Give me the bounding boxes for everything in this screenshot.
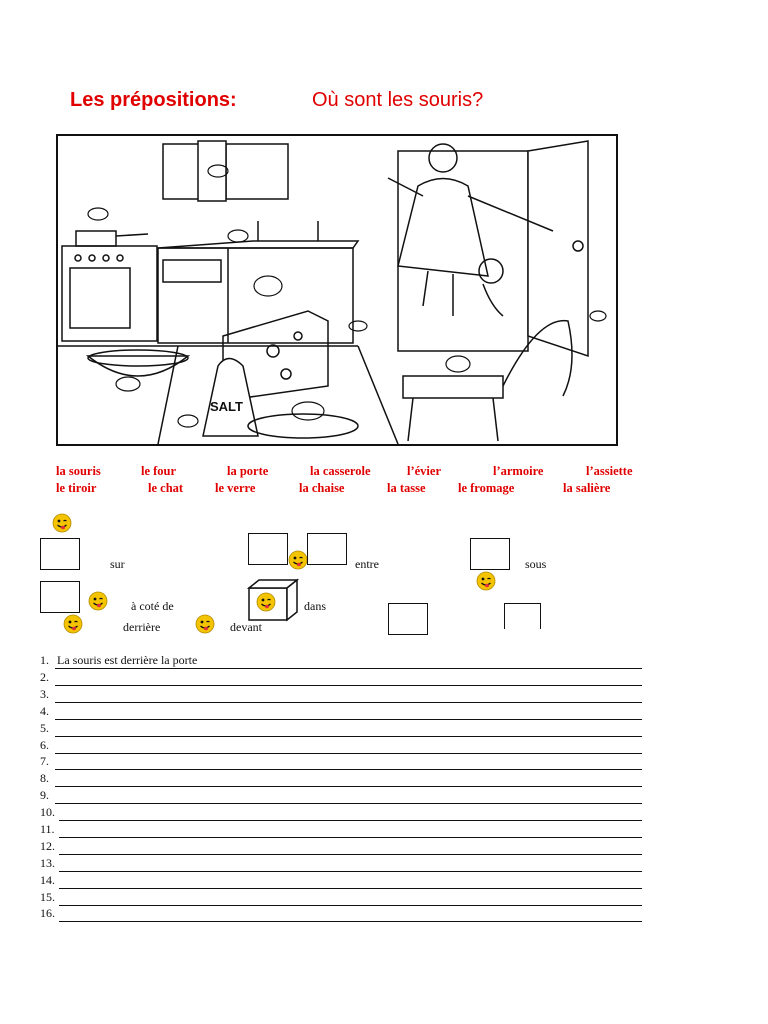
winking-tongue-smiley-icon [195,614,215,634]
vocab-word: le four [141,464,177,478]
line-number: 2. [40,670,49,684]
answer-line[interactable] [40,721,642,737]
vocab-word: l’armoire [493,464,544,478]
answer-line[interactable] [40,890,642,906]
line-number: 14. [40,873,55,887]
vocab-word: la tasse [387,481,426,495]
label-devant: devant [230,620,262,634]
answer-line[interactable] [40,822,642,838]
answer-line[interactable] [40,805,642,821]
worksheet-title [70,89,237,112]
winking-tongue-smiley-icon [88,591,108,611]
vocab-word: l’évier [407,464,442,478]
vocab-word: l’assiette [586,464,633,478]
box-sur [40,538,80,570]
vocab-word: la chaise [299,481,345,495]
answer-line[interactable] [40,704,642,720]
answer-line[interactable] [40,738,642,754]
box-entre-right [307,533,347,565]
vocab-word: le tiroir [56,481,97,495]
title-left: Les prépositions: [70,89,237,111]
worksheet-subtitle [312,89,483,112]
line-number: 15. [40,890,55,904]
line-number: 13. [40,856,55,870]
vocab-word: le chat [148,481,184,495]
answer-text: La souris est derrière la porte [57,653,198,667]
box-devant [388,603,428,635]
answer-line[interactable] [40,687,642,703]
line-number: 16. [40,906,55,920]
line-number: 3. [40,687,49,701]
winking-tongue-smiley-icon [288,550,308,570]
winking-tongue-smiley-icon [63,614,83,634]
line-number: 11. [40,822,55,836]
line-number: 6. [40,738,49,752]
line-number: 12. [40,839,55,853]
line-number: 4. [40,704,49,718]
answer-line[interactable] [40,754,642,770]
line-number: 5. [40,721,49,735]
vocab-word: la porte [227,464,269,478]
kitchen-illustration [56,134,618,446]
label-entre: entre [355,557,379,571]
box-a-cote-de [40,581,80,613]
answer-line[interactable] [40,873,642,889]
line-number: 9. [40,788,49,802]
title-right: Où sont les souris? [312,89,484,111]
answer-line[interactable] [40,653,642,669]
box-entre-left [248,533,288,565]
label-derriere: derrière [123,620,161,634]
answer-line[interactable] [40,788,642,804]
vocab-word: la casserole [310,464,371,478]
answer-line[interactable] [40,839,642,855]
box-derriere [504,603,541,629]
winking-tongue-smiley-icon [256,592,276,612]
label-sur: sur [110,557,125,571]
line-number: 8. [40,771,49,785]
winking-tongue-smiley-icon [476,571,496,591]
label-sous: sous [525,557,547,571]
answer-line[interactable] [40,906,642,922]
box-sous [470,538,510,570]
line-number: 1. [40,653,49,667]
winking-tongue-smiley-icon [52,513,72,533]
vocab-word: le verre [215,481,256,495]
answer-line[interactable] [40,856,642,872]
vocab-word: le fromage [458,481,515,495]
answer-line[interactable] [40,771,642,787]
label-dans: dans [304,599,326,613]
svg-text:SALT: SALT [210,399,243,414]
label-a-cote-de: à coté de [131,599,174,613]
line-number: 10. [40,805,55,819]
vocab-word: la salière [563,481,611,495]
line-number: 7. [40,754,49,768]
vocab-word: la souris [56,464,101,478]
answer-line[interactable] [40,670,642,686]
